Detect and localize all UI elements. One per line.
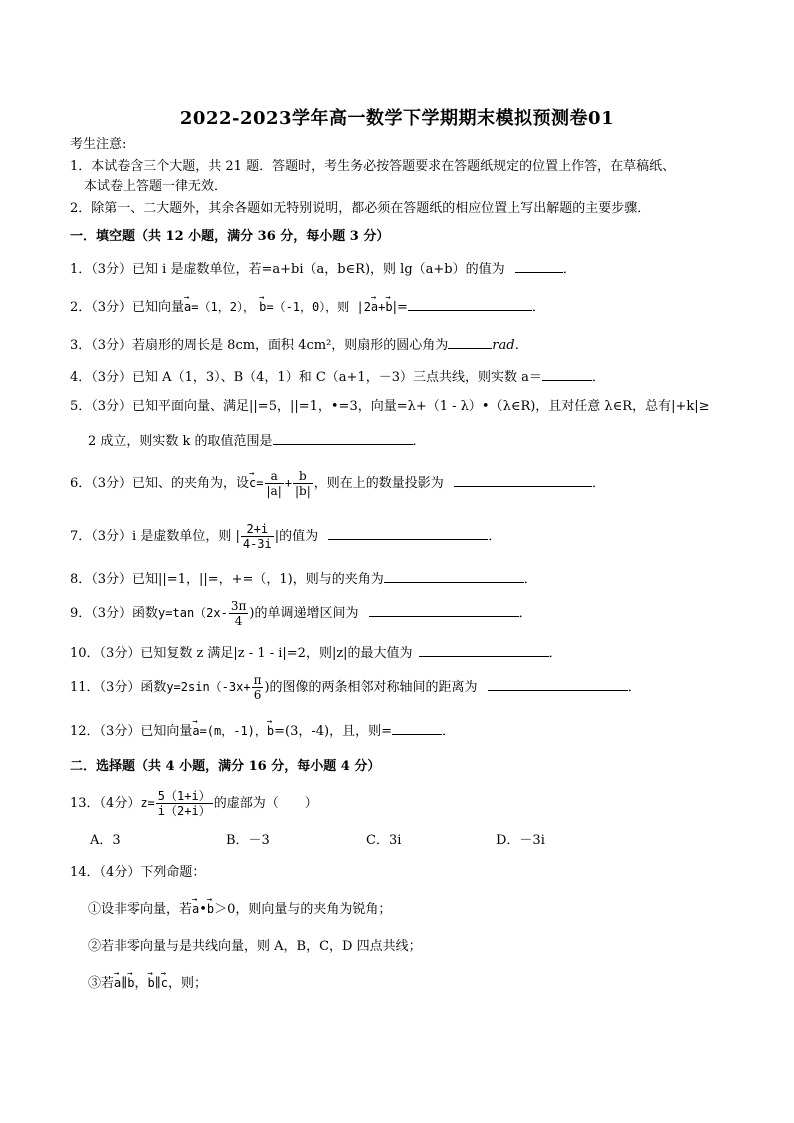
fraction [293,469,313,498]
answer-blank [384,568,524,583]
option-b[interactable]: B．－3 [226,833,270,848]
parallel-symbol: ∥ [154,976,161,991]
proposition-3-text: ③若 [88,976,115,991]
proposition-2: ②若非零向量与是共线向量，则 A，B，C，D 四点共线； [88,939,422,954]
fraction [265,469,284,498]
question-14: 14．（4分）下列命题： [70,865,206,880]
fraction-numerator: 3π [230,599,247,613]
question-12-a-value: =(m，-1)， [199,724,267,738]
section-multiple-choice: 二．选择题（共 4 小题，满分 16 分，每小题 4 分） [70,759,381,774]
question-9-text: 9．（3分）函数 [70,606,159,621]
answer-blank [419,642,549,657]
question-1-text: 1．（3分）已知 i 是虚数单位，若=a+bi（a，b∈R)，则 lg（a+b）的值为 [70,262,505,277]
answer-blank [408,296,532,311]
answer-blank [328,525,488,540]
fraction-numerator: π [253,673,262,687]
notice-item-1: 1．本试卷含三个大题，共 21 题．答题时，考生务必按答题要求在答题纸规定的位置上作答，在草稿纸、 [70,159,676,174]
question-3-text: 3．（3分）若扇形的周长是 8cm，面积 4cm²，则扇形的圆心角为 [70,338,449,353]
vector-a: → a [192,900,199,918]
vector-a: → a [184,298,191,316]
answer-blank [542,366,592,381]
vector-c: → c [249,466,256,500]
vector-b: → b [207,900,214,918]
question-8-text: 8．（3分）已知||=1，||=，+=（，1)，则与的夹角为 [70,572,384,587]
proposition-3-post: ，则； [168,976,208,991]
question-2-end: |= [392,300,408,315]
fraction-denominator: |a| [266,484,282,498]
question-2-a-value: =（1，2）， [191,300,255,314]
question-13-z: z= [140,796,155,810]
vector-a: → a [371,298,378,316]
fraction [156,789,213,818]
question-12-post: =(3，-4)，且，则= [274,724,393,739]
fraction [252,673,264,702]
question-5-cont: 2 成立，则实数 k 的取值范围是 ． [88,430,426,451]
fraction-numerator: 5（1+i） [157,789,211,803]
option-a[interactable]: A．3 [90,833,121,848]
fraction [229,599,249,628]
question-7: 7．（3分）i 是虚数单位，则 | $\frac{2+i}{4-3i}$ |的值为 ． [70,522,502,551]
proposition-1 [88,900,391,919]
fraction-numerator: b [293,469,313,484]
question-11-expr: y=2sin（-3x+ [166,680,251,694]
fraction-denominator: |b| [295,484,311,498]
answer-blank [515,258,563,273]
dot-operator: • [199,902,207,917]
answer-blank [488,676,628,691]
question-3 [70,334,528,355]
question-12: 12．（3分）已知向量→ a=(m，-1)，→ b=(3，-4)，且，则= ． [70,720,455,741]
vector-b: → b [259,298,266,316]
notice-item-2: 2．除第一、二大题外，其余各题如无特别说明，都必须在答题纸的相应位置上写出解题的主要步骤． [70,201,651,216]
question-11: 11．（3分）函数y=2sin（-3x+ $\frac{\pi}{6}$ )的图像的两条相邻对称轴间的距离为 ． [70,673,641,702]
vector-b: → b [148,974,155,992]
answer-blank [392,720,442,735]
question-10: 10．（3分）已知复数 z 满足|z - 1 - i|=2，则|z|的最大值为 ． [70,642,562,663]
answer-blank [448,334,492,349]
fraction-numerator: a [265,469,284,484]
question-6: 6．（3分）已知、的夹角为，设→ c= $\frac{a}{|a|}$ + $\frac{b}{|b|}$ ，则在上的数量投影为 ． [70,466,605,501]
fraction-denominator: 4 [234,614,243,628]
question-6-post: ，则在上的数量投影为 [313,476,444,491]
question-13-post: 的虚部为（ ） [213,796,318,811]
proposition-1-text: ①设非零向量，若 [88,902,193,917]
question-2-b-value: =（-1，0），则 |2 [266,300,371,314]
question-2-text: 2．（3分）已知向量 [70,300,185,315]
question-9-expr: y=tan（2x- [158,606,228,620]
vector-c: → c [161,974,168,992]
question-13-text: 13．（4分） [70,796,141,811]
question-13 [70,786,318,821]
question-4-text: 4．（3分）已知 A（1，3）、B（4，1）和 C（a+1，－3）三点共线，则实数 a＝ [70,370,542,385]
vector-b: → b [385,298,392,316]
proposition-1-post: ＞0，则向量与的夹角为锐角； [214,902,392,917]
answer-blank [454,472,592,487]
question-7-post: |的值为 [274,529,319,544]
question-12-text: 12．（3分）已知向量 [70,724,193,739]
fraction-denominator: 4-3i [242,537,272,551]
question-5-text: 2 成立，则实数 k 的取值范围是 [88,434,273,449]
question-9: 9．（3分）函数y=tan（2x- $\frac{3\pi}{4}$ )的单调递增区间为 ． [70,599,532,628]
question-6-text: 6．（3分）已知、的夹角为，设 [70,476,250,491]
vector-b: → b [127,974,134,992]
page-title: 2022-2023学年高一数学下学期期末模拟预测卷01 [179,108,615,129]
fraction-numerator: 2+i [241,522,274,537]
parallel-symbol: ∥ [121,976,128,991]
question-10-text: 10．（3分）已知复数 z 满足|z - 1 - i|=2，则|z|的最大值为 [70,646,413,661]
fraction [241,522,274,551]
fraction-denominator: 6 [253,688,262,702]
question-11-post: )的图像的两条相邻对称轴间的距离为 [264,680,478,695]
option-c[interactable]: C．3i [366,833,402,848]
separator: ， [134,976,148,991]
vector-a: → a [192,722,199,740]
fraction-denominator: i（2+i） [157,804,211,818]
question-7-text: 7．（3分）i 是虚数单位，则 | [70,529,240,544]
notice-item-1-cont: 本试卷上答题一律无效． [84,179,228,194]
option-d[interactable]: D．－3i [496,833,545,848]
section-fill-in: 一．填空题（共 12 小题，满分 36 分，每小题 3 分） [70,229,390,244]
question-9-post: )的单调递增区间为 [249,606,359,621]
question-2: 2．（3分）已知向量→ a=（1，2）， → b=（-1，0），则 |2→ a+→ b|= ． [70,296,545,317]
question-11-text: 11．（3分）函数 [70,680,167,695]
proposition-3 [88,974,207,993]
answer-blank [273,430,413,445]
question-4: 4．（3分）已知 A（1，3）、B（4，1）和 C（a+1，－3）三点共线，则实数 a＝ ． [70,366,605,387]
question-1: 1．（3分）已知 i 是虚数单位，若=a+bi（a，b∈R)，则 lg（a+b）的值为 ． [70,258,576,279]
notice-heading: 考生注意: [70,137,127,152]
vector-b: → b [267,722,274,740]
answer-blank [369,602,519,617]
question-5: 5．（3分）已知平面向量、满足||=5，||=1，•=3，向量=λ+（1 - λ）•（λ∈R)，且对任意 λ∈R，总有|+k|≥ [70,399,710,414]
question-3-unit: rad． [492,338,528,353]
vector-a: → a [114,974,121,992]
question-8: 8．（3分）已知||=1，||=，+=（，1)，则与的夹角为 ． [70,568,537,589]
